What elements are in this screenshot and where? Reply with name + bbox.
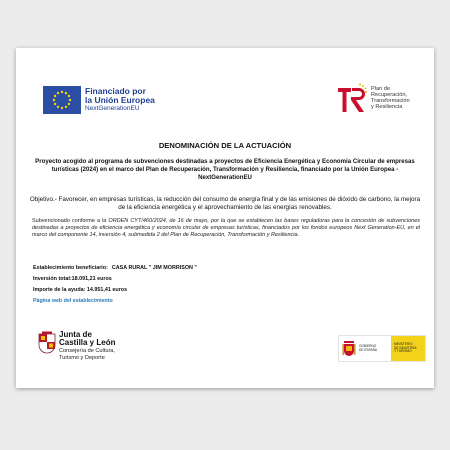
- prtr-line4: y Resiliencia: [371, 103, 403, 110]
- jcyl-name-line1: Junta de: [59, 330, 92, 339]
- prtr-logo: [336, 82, 410, 116]
- jcyl-sub-line1: Consejería de Cultura,: [59, 347, 115, 354]
- ministry-block: [391, 336, 425, 361]
- gob-gov-line2: DE ESPAÑA: [359, 347, 378, 352]
- jcyl-name-line2: Castilla y León: [59, 338, 116, 348]
- aid-row: Importe de la ayuda: 14.951,41 euros: [33, 287, 128, 293]
- legal-basis: [32, 218, 420, 239]
- project-objective: Objetivo.- Favorecer, en empresas turísticas, la reducción del consumo de energía final y de las emisiones de dióxido de carbono, la mejora de la eficiencia energética y el aprovechamiento de las energías renovables.: [29, 196, 421, 212]
- project-intro: Proyecto acogido al programa de subvenciones destinadas a proyectos de Eficiencia Energética y Economía Circular de empresas turísticas (2024) en el marco del Plan de Recuperación, Transformación y Resiliencia, financiado por la Unión Europea - NextGenerationEU: [35, 158, 415, 182]
- eu-logo-line1: Financiado por: [85, 86, 146, 97]
- beneficiary-row: [33, 265, 197, 271]
- prtr-mark-icon: [336, 82, 368, 116]
- gobierno-espana-logo: [338, 335, 426, 362]
- establishment-web-link[interactable]: Página web del establecimiento: [33, 298, 113, 304]
- legal-order: ORDEN CYT/460/2024: [108, 218, 166, 224]
- action-title: DENOMINACIÓN DE LA ACTUACIÓN: [158, 141, 292, 150]
- gob-min-line1: MINISTERIO: [394, 341, 413, 346]
- beneficiary-label: Establecimiento beneficiario:: [33, 265, 108, 271]
- prtr-line1: Plan de: [371, 86, 390, 93]
- jcyl-sub-line2: Turismo y Deporte: [59, 354, 105, 361]
- legal-rest: , de 16 de mayo, por la que se establecen las bases reguladoras para la concesión de subvenciones destinadas a proyectos de eficiencia energética y economía circular de empresas turísticas, financiados por los fondos europeos Next Generation-EU, en el marco del componente 14, inversión 4, submedida 2 del Plan de Recuperación, Transformación y Resiliencia.: [32, 218, 420, 239]
- eu-logo-line2: la Unión Europea: [85, 95, 155, 106]
- gob-gov-line1: GOBIERNO: [359, 343, 377, 348]
- project-facts: [33, 265, 197, 304]
- eu-funding-logo: [43, 86, 155, 114]
- spain-coat-of-arms-icon: [342, 340, 356, 358]
- beneficiary-value: CASA RURAL " JIM MORRISON ": [111, 265, 197, 271]
- funding-poster: [16, 48, 434, 388]
- eu-flag-icon: [43, 86, 81, 114]
- gob-min-line2: DE INDUSTRIA: [394, 345, 417, 350]
- prtr-line3: Transformación: [371, 98, 410, 104]
- legal-prefix: Subvencionado conforme a la: [32, 218, 109, 224]
- investment-row: Inversión total:18.091,21 euros: [33, 276, 112, 282]
- prtr-line2: Recuperación,: [371, 92, 408, 99]
- eu-logo-line3: NextGenerationEU: [85, 105, 140, 113]
- gob-min-line3: Y TURISMO: [394, 349, 412, 354]
- castilla-leon-shield-icon: [38, 331, 56, 355]
- jcyl-logo: [38, 331, 115, 362]
